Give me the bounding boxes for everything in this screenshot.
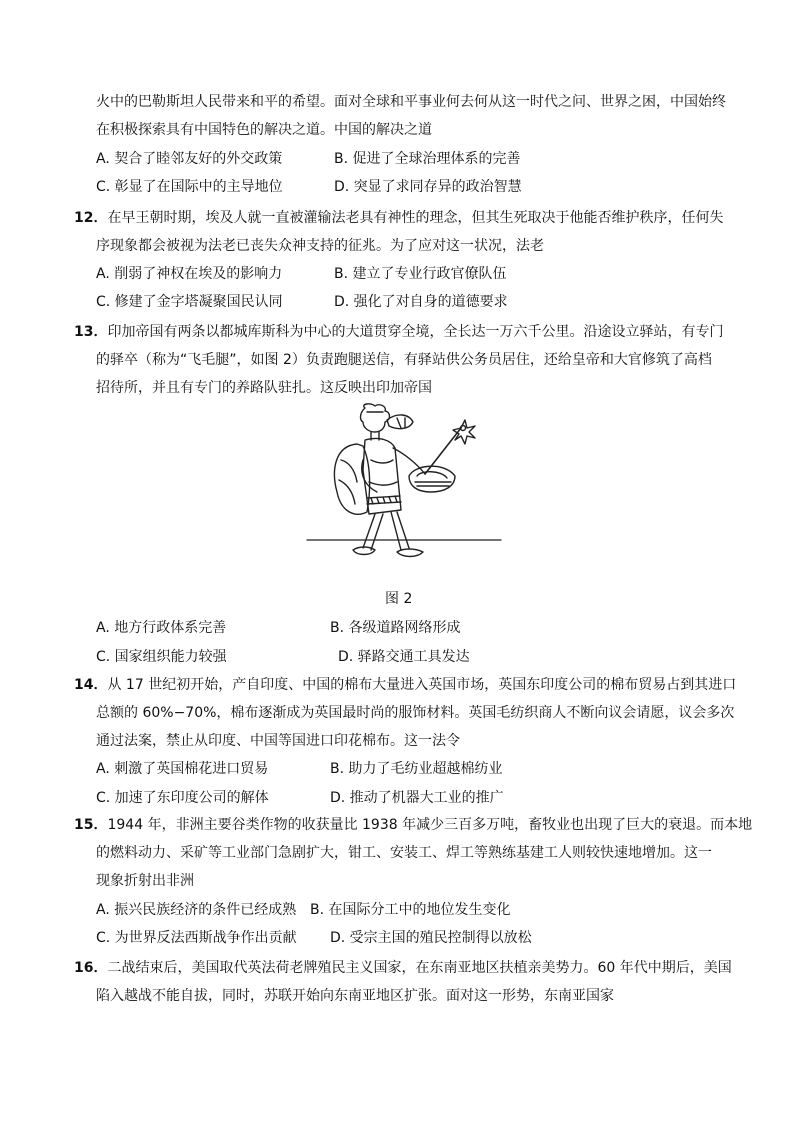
q14-option-a: A. 刺激了英国棉花进口贸易 [96, 761, 269, 777]
q16-stem-line-1: 二战结束后，美国取代英法荷老牌殖民主义国家，在东南亚地区扶植亲美势力。60 年代中期后，美国 [107, 960, 732, 976]
q12-stem-line-1: 在早王朝时期，埃及人就一直被灌输法老具有神性的理念，但其生死取决于他能否维护秩序，任何失 [107, 210, 724, 226]
q12-option-a: A. 削弱了神权在埃及的影响力 [96, 266, 283, 282]
q15-stem-line-1: 1944 年，非洲主要谷类作物的收获量比 1938 年减少三百多万吨，畜牧业也出现了巨大的衰退。而本地 [107, 817, 753, 833]
chaski-messenger-illustration [305, 400, 505, 585]
q12-option-d: D. 强化了对自身的道德要求 [334, 294, 508, 310]
q16-number: 16． [74, 960, 108, 976]
q14-number: 14． [74, 677, 108, 693]
q14-stem-line-3: 通过法案，禁止从印度、中国等国进口印花棉布。这一法令 [96, 733, 460, 749]
q13-stem-line-2: 的驿卒（称为“飞毛腿”，如图 2）负责跑腿送信，有驿站供公务员居住，还给皇帝和大官修筑了高档 [96, 352, 712, 368]
q16-block [74, 958, 732, 978]
q14-option-d: D. 推动了机器大工业的推广 [330, 790, 504, 806]
q15-number: 15． [74, 817, 108, 833]
q14-stem-line-2: 总额的 60%−70%，棉布逐渐成为英国最时尚的服饰材料。英国毛纺织商人不断向议会请愿，议会多次 [96, 705, 735, 721]
q14-option-c: C. 加速了东印度公司的解体 [96, 790, 269, 806]
q11-option-b: B. 促进了全球治理体系的完善 [334, 151, 521, 167]
q13-option-b: B. 各级道路网络形成 [330, 620, 461, 636]
q15-option-a: A. 振兴民族经济的条件已经成熟 [96, 902, 297, 918]
q12-stem-line-2: 序现象都会被视为法老已丧失众神支持的征兆。为了应对这一状况，法老 [96, 238, 544, 254]
q15-option-d: D. 受宗主国的殖民控制得以放松 [330, 930, 532, 946]
q12-option-c: C. 修建了金字塔凝聚国民认同 [96, 294, 283, 310]
q15-stem-line-2: 的燃料动力、采矿等工业部门急剧扩大，钳工、安装工、焊工等熟练基建工人则较快速地增加。这一 [96, 845, 712, 861]
q15-block [74, 815, 752, 835]
q13-block [74, 322, 723, 342]
q12-option-b: B. 建立了专业行政官僚队伍 [334, 266, 507, 282]
q12-block [74, 208, 723, 228]
q13-option-a: A. 地方行政体系完善 [96, 620, 227, 636]
q11-option-d: D. 突显了求同存异的政治智慧 [334, 179, 522, 195]
q11-option-a: A. 契合了睦邻友好的外交政策 [96, 151, 283, 167]
q13-option-c: C. 国家组织能力较强 [96, 649, 227, 665]
q16-stem-line-2: 陷入越战不能自拔，同时，苏联开始向东南亚地区扩张。面对这一形势，东南亚国家 [96, 988, 614, 1004]
q14-block [74, 675, 736, 695]
q13-stem-line-3: 招待所，并且有专门的养路队驻扎。这反映出印加帝国 [96, 380, 432, 396]
figure-2-caption: 图 2 [385, 591, 413, 607]
q11-stem-line-2: 在积极探索具有中国特色的解决之道。中国的解决之道 [96, 122, 432, 138]
q13-stem-line-1: 印加帝国有两条以都城库斯科为中心的大道贯穿全境，全长达一万六千公里。沿途设立驿站，有专门 [107, 324, 724, 340]
q13-option-d: D. 驿路交通工具发达 [338, 649, 470, 665]
q13-number: 13． [74, 324, 108, 340]
q11-stem-line-1: 火中的巴勒斯坦人民带来和平的希望。面对全球和平事业何去何从这一时代之问、世界之困，中国始终 [96, 94, 726, 110]
q14-option-b: B. 助力了毛纺业超越棉纺业 [330, 761, 503, 777]
q15-stem-line-3: 现象折射出非洲 [96, 873, 194, 889]
q15-option-b: B. 在国际分工中的地位发生变化 [310, 902, 511, 918]
q12-number: 12． [74, 210, 108, 226]
q15-option-c: C. 为世界反法西斯战争作出贡献 [96, 930, 297, 946]
q14-stem-line-1: 从 17 世纪初开始，产自印度、中国的棉布大量进入英国市场，英国东印度公司的棉布贸易占到其进口 [107, 677, 737, 693]
q11-option-c: C. 彰显了在国际中的主导地位 [96, 179, 283, 195]
